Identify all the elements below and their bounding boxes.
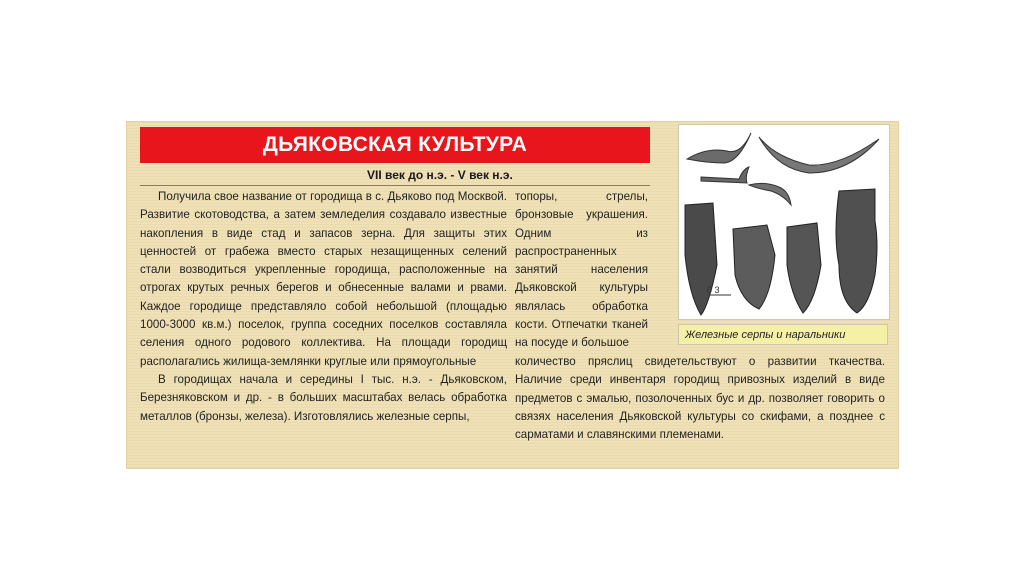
text-column-left — [140, 188, 507, 426]
plowshare-4 — [836, 189, 877, 313]
artifacts-illustration — [678, 124, 890, 320]
sickle-4 — [749, 183, 791, 205]
paragraph-1: Получила свое название от городища в с. Дьяково под Москвой. Развитие скотоводства, а затем земледелия создавало известные накопления в виде стад и запасов зерна. Для защиты этих ценностей от грабежа вместо старых незащищенных селений стали возводиться укрепленные городища, расположенные на отрогах крутых речных берегов и обнесенные валами и рвами. Каждое городище представляло собой небольшой (площадью 1000-3000 кв.м.) поселок, группа соседних поселков составляла селения одного родового коллектива. На площади городищ располагались жилища-землянки круглые или прямоугольные — [140, 190, 507, 368]
plowshare-2 — [733, 225, 775, 309]
sickle-1 — [687, 133, 751, 163]
paragraph-2: В городищах начала и середины I тыс. н.э. - Дьяковском, Березняковском и др. - в больших масштабах велась обработка металлов (бронзы, железа). Изготовлялись железные серпы, — [140, 372, 507, 423]
article-panel — [127, 122, 898, 468]
sickle-2 — [759, 137, 879, 173]
article-subtitle: VII век до н.э. - V век н.э. — [367, 168, 513, 182]
text-column-right-bottom: количество пряслиц свидетельствуют о развитии ткачества. Наличие среди инвентаря городищ привозных изделий в виде предметов с эмалью, позолоченных бус и др. позволяет говорить о связях населения Дьяковской культуры со скифами, а позднее с сарматами и славянскими племенами. — [515, 355, 885, 442]
divider — [140, 185, 650, 186]
image-caption: Железные серпы и наральники — [678, 324, 888, 345]
article-title: ДЬЯКОВСКАЯ КУЛЬТУРА — [140, 127, 650, 163]
sickle-3 — [701, 167, 749, 183]
scale-label: 0 3 — [707, 285, 720, 295]
plowshare-1 — [685, 203, 717, 315]
text-column-right-top: топоры, стрелы, бронзовые украшения. Одним из распространенных занятий населения Дьяковской культуры являлась обработка кости. Отпечатки тканей на посуде и большое — [515, 190, 648, 350]
iron-tools-drawing — [679, 125, 889, 319]
plowshare-3 — [787, 223, 821, 313]
